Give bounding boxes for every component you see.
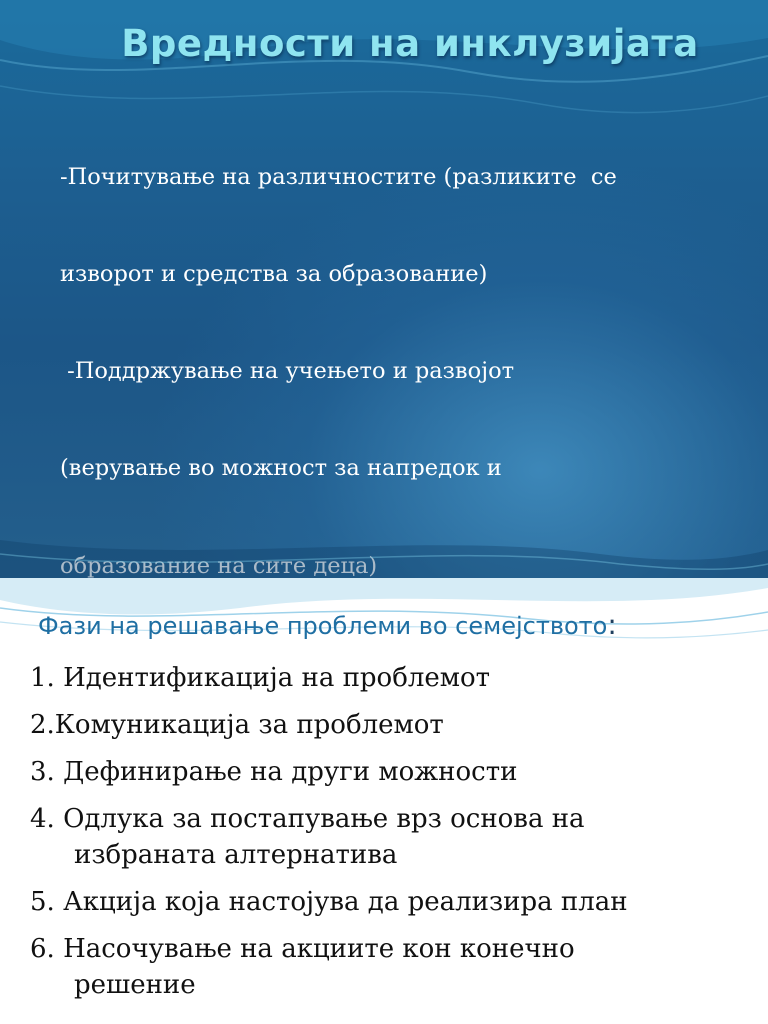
phase-text: 6. Насочување на акциите кон конечно <box>30 934 575 964</box>
phase-text-continuation: избраната алтернатива <box>74 840 398 870</box>
values-line: изворот и средства за образование) <box>60 261 488 288</box>
values-line: образование на сите деца) <box>60 552 378 578</box>
phase-text: 5. Акција која настојува да реализира план <box>30 887 628 917</box>
phases-title-colon: : <box>607 608 617 641</box>
list-item <box>30 884 750 920</box>
phase-text: 3. Дефинирање на други можности <box>30 757 518 787</box>
problem-solving-phases-slide <box>0 578 768 1024</box>
slide-title: Вредности на инклузијата <box>121 22 699 65</box>
list-item <box>30 754 750 790</box>
phase-text-continuation: решение <box>74 970 196 1000</box>
list-item <box>30 707 750 743</box>
phase-text: 1. Идентификација на проблемот <box>30 663 491 693</box>
list-item <box>30 931 750 1003</box>
decorative-wave-bottom <box>0 520 768 578</box>
values-line: -Почитување на различностите (разликите се <box>60 163 617 190</box>
phases-list <box>30 660 750 1014</box>
list-item <box>30 801 750 873</box>
values-line: (верување во можност за напредок и <box>60 455 502 482</box>
values-line: -Поддржување на учењето и развојот <box>60 358 515 385</box>
values-text-block <box>60 96 728 578</box>
list-item <box>30 660 750 696</box>
phases-title-text: Фази на решавање проблеми во семејството <box>38 612 608 640</box>
phases-title <box>38 608 617 641</box>
phase-text: 2.Комуникација за проблемот <box>30 710 444 740</box>
phase-text: 4. Одлука за постапување врз основа на <box>30 804 585 834</box>
